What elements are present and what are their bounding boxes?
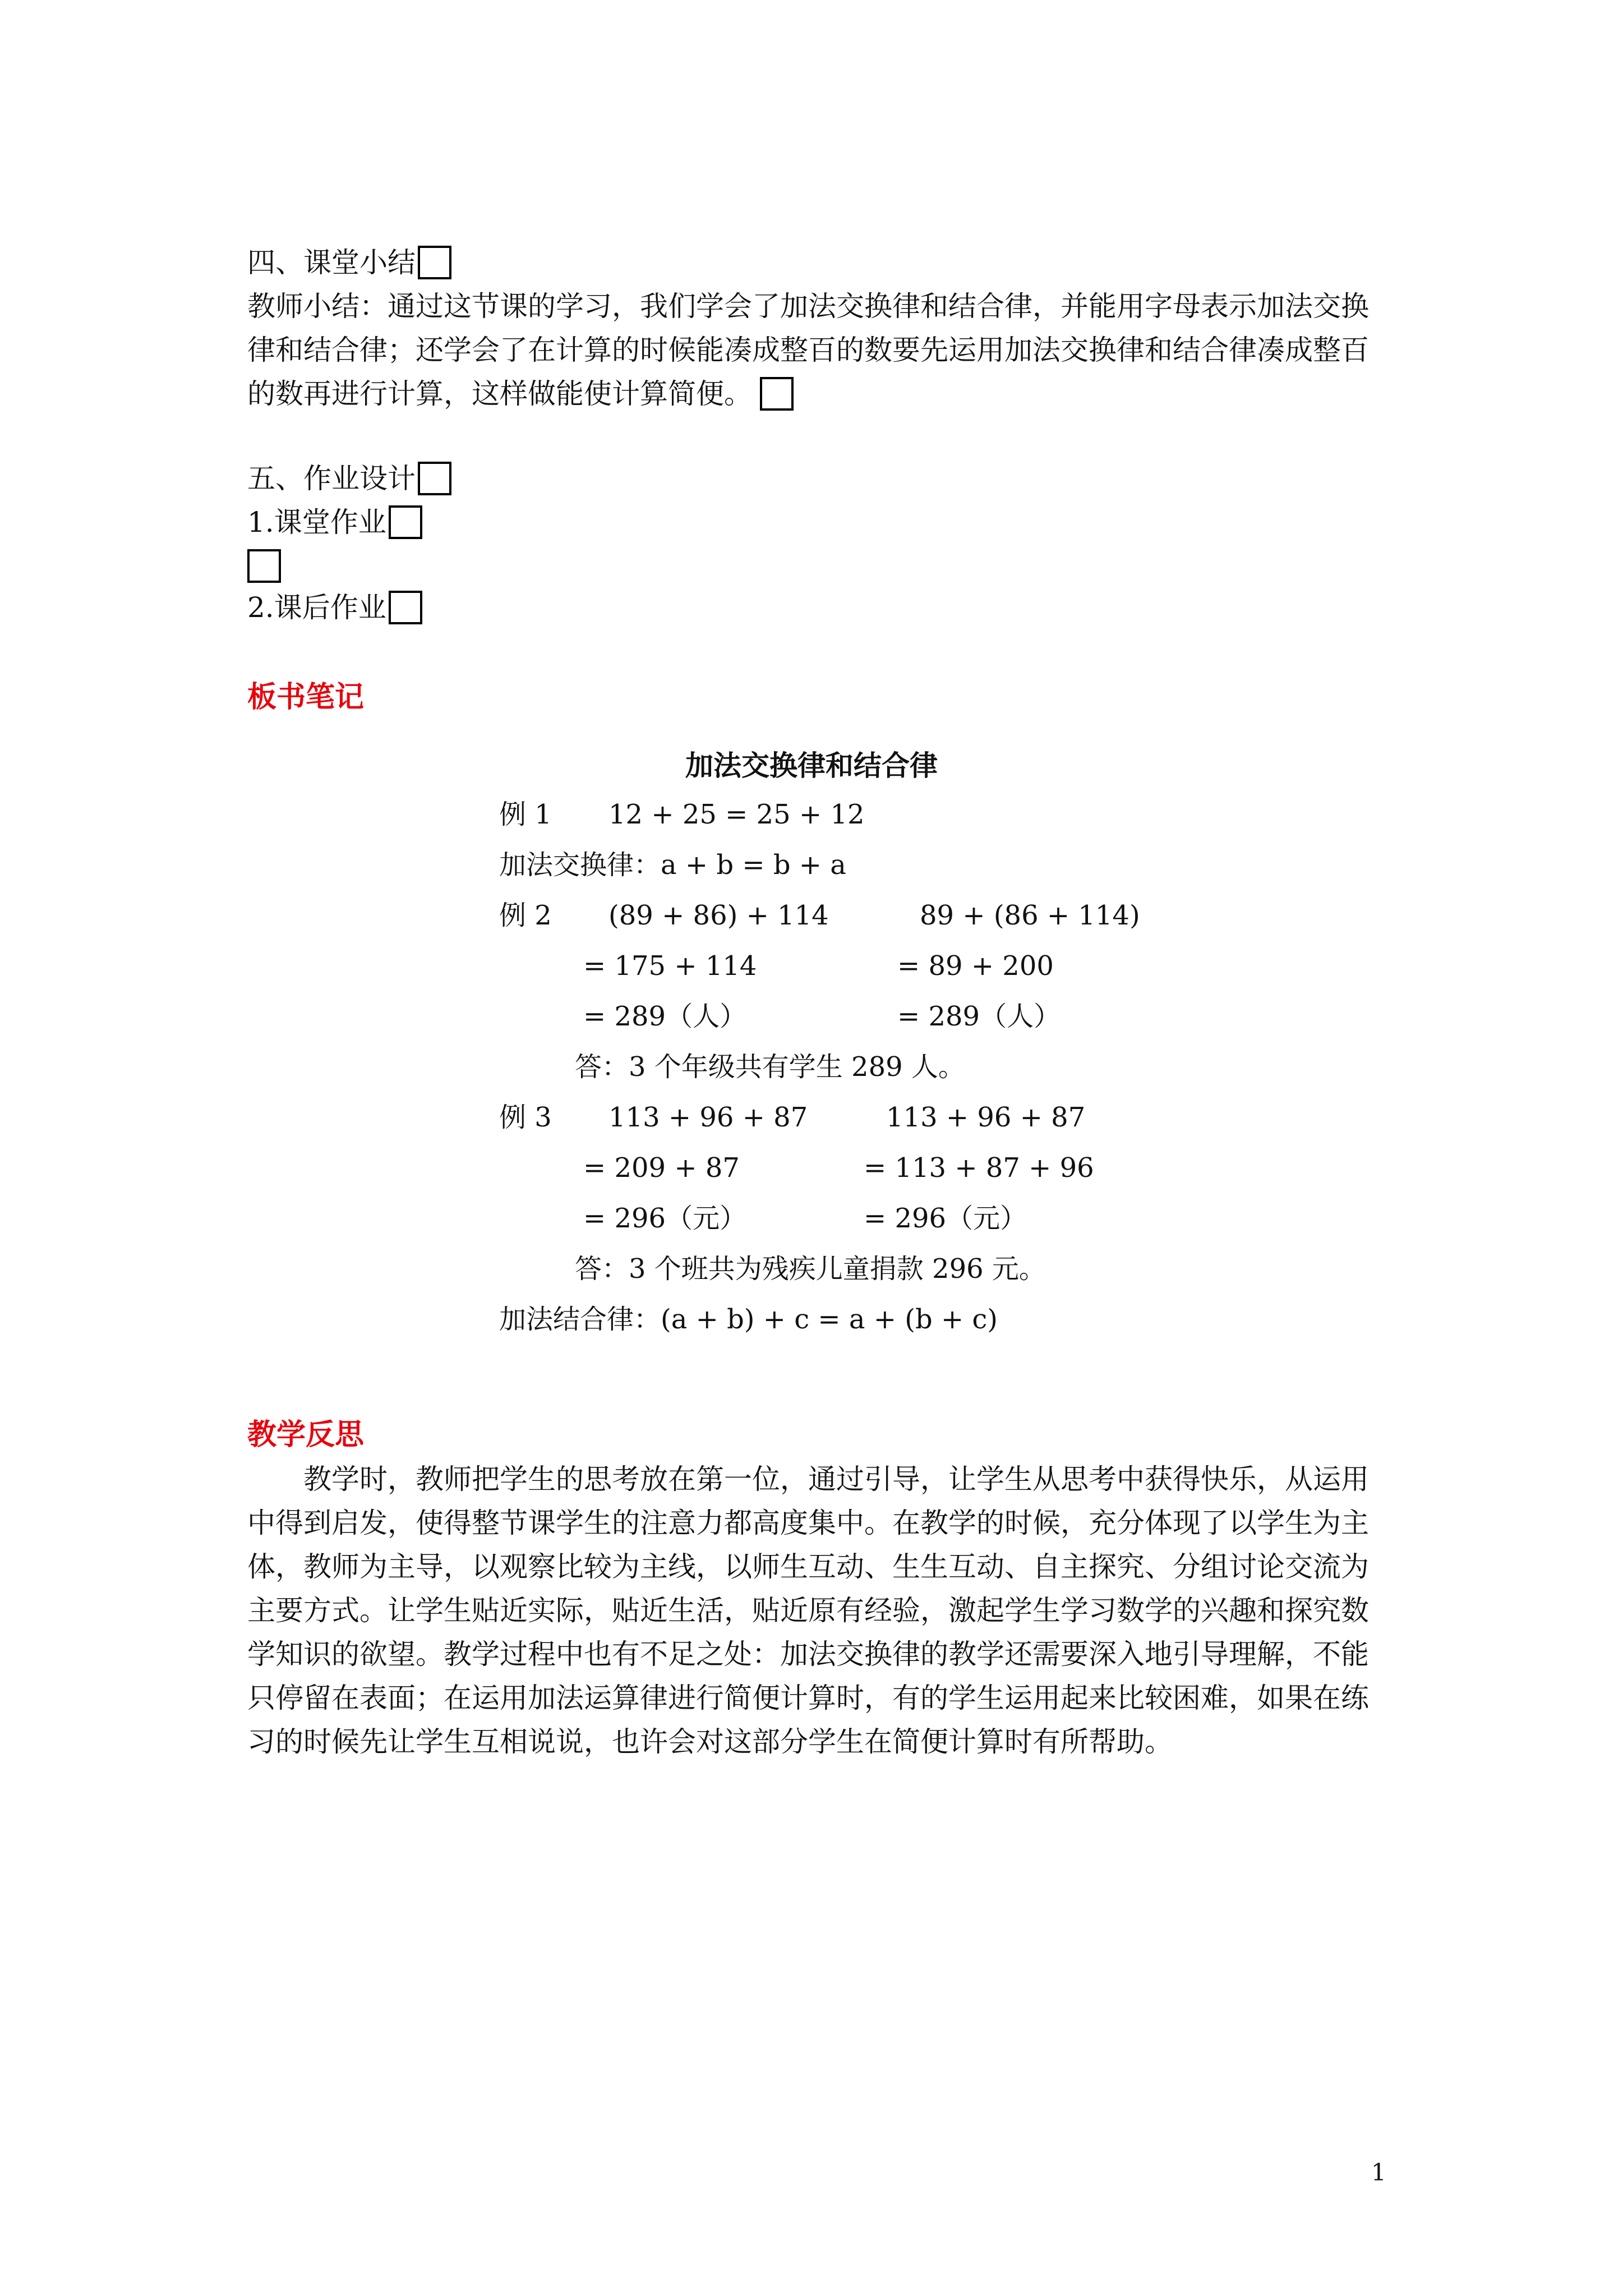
reflection-line-5: 学知识的欲望。教学过程中也有不足之处：加法交换律的教学还需要深入地引导理解，不能 [247,1638,1369,1671]
summary-line-2: 律和结合律；还学会了在计算的时候能凑成整百的数要先运用加法交换律和结合律凑成整百 [247,334,1369,366]
reflection-line-3: 体，教师为主导，以观察比较为主线，以师生互动、生生互动、自主探究、分组讨论交流为 [247,1550,1369,1583]
ex3-right-step-1: 113 + 96 + 87 [886,1102,1086,1133]
checkbox-icon [760,377,794,411]
homework-heading-row [247,457,451,500]
ex2-right-step-1: 89 + (86 + 114) [920,900,1140,931]
reflection-line-1: 教学时，教师把学生的思考放在第一位，通过引导，让学生从思考中获得快乐，从运用 [303,1463,1369,1496]
summary-heading-row [247,241,451,284]
ex2-right-step-2: = 89 + 200 [897,950,1054,982]
page-number: 1 [1371,2159,1386,2186]
ex3-right-step-3: = 296（元） [864,1203,1027,1234]
ex2-left-step-1: (89 + 86) + 114 [608,900,829,931]
reflection-line-2: 中得到启发，使得整节课学生的注意力都高度集中。在教学的时候，充分体现了以学生为主 [247,1507,1369,1539]
ex2-left-step-3: = 289（人） [583,1001,747,1032]
homework-item-2: 2.课后作业 [247,591,386,624]
reflection-line-6: 只停留在表面；在运用加法运算律进行简便计算时，有的学生运用起来比较困难，如果在练 [247,1682,1369,1714]
homework-item-1: 1.课堂作业 [247,506,386,539]
associative-law: 加法结合律：(a + b) + c = a + (b + c) [499,1304,998,1335]
checkbox-icon [389,505,422,539]
ex2-right-step-3: = 289（人） [897,1001,1061,1032]
board-title: 加法交换律和结合律 [685,749,938,782]
summary-line-1: 教师小结：通过这节课的学习，我们学会了加法交换律和结合律，并能用字母表示加法交换 [247,290,1369,323]
ex2-label: 例 2 [499,900,552,931]
homework-item-2-row [247,586,422,629]
checkbox-icon [389,591,422,624]
ex2-answer: 答：3 个年级共有学生 289 人。 [575,1051,965,1083]
homework-heading: 五、作业设计 [247,462,416,495]
reflection-line-4: 主要方式。让学生贴近实际，贴近生活，贴近原有经验，激起学生学习数学的兴趣和探究数 [247,1594,1369,1627]
summary-heading: 四、课堂小结 [247,246,416,279]
ex3-left-step-2: = 209 + 87 [583,1152,740,1184]
reflection-section-title: 教学反思 [247,1418,365,1452]
checkbox-icon [418,246,451,279]
checkbox-icon [247,549,281,583]
ex3-label: 例 3 [499,1102,552,1133]
ex3-answer: 答：3 个班共为残疾儿童捐款 296 元。 [575,1253,1046,1285]
ex3-left-step-1: 113 + 96 + 87 [608,1102,808,1133]
reflection-line-7: 习的时候先让学生互相说说，也许会对这部分学生在简便计算时有所帮助。 [247,1726,1173,1758]
empty-checkbox-row [247,545,281,587]
homework-item-1-row [247,501,422,544]
board-section-title: 板书笔记 [247,680,365,714]
summary-line-3-row [247,372,794,415]
ex3-right-step-2: = 113 + 87 + 96 [864,1152,1094,1184]
ex1-label: 例 1 [499,799,552,830]
checkbox-icon [418,462,451,495]
commutative-law: 加法交换律：a + b = b + a [499,849,846,881]
ex3-left-step-3: = 296（元） [583,1203,747,1234]
ex1-expression: 12 + 25 = 25 + 12 [608,799,865,830]
ex2-left-step-2: = 175 + 114 [583,950,757,982]
summary-line-3: 的数再进行计算，这样做能使计算简便。 [247,378,752,410]
